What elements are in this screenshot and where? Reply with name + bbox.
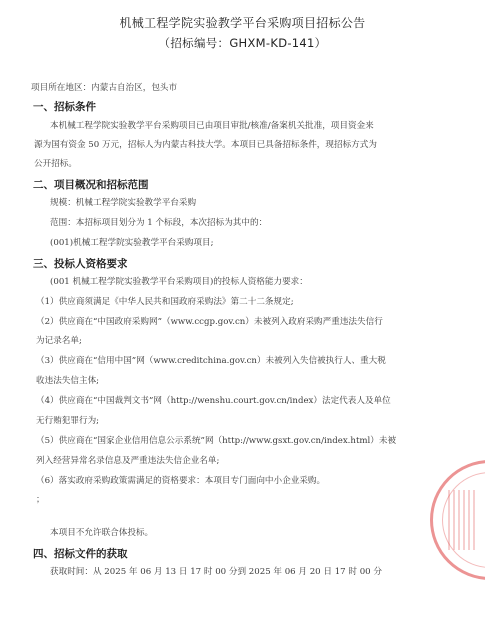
consortium-note: 本项目不允许联合体投标。 [50,528,154,538]
qualification-item: 为记录名单; [36,336,82,346]
section1-heading: 一、招标条件 [33,101,96,113]
tender-number: （招标编号：GHXM-KD-141） [158,36,327,50]
section1-line: 源为国有资金 50 万元，招标人为内蒙古科技大学。本项目已具备招标条件，现招标方式为 [34,140,377,150]
section2-heading: 二、项目概况和招标范围 [33,179,149,191]
section4-heading: 四、招标文件的获取 [33,548,128,560]
qualification-item: （4）供应商在“中国裁判文书”网（http://wenshu.court.gov.cn/index）法定代表人及单位 [36,396,391,406]
official-seal-marks [448,490,478,550]
project-location: 项目所在地区：内蒙古自治区，包头市 [31,83,178,93]
section3-heading: 三、投标人资格要求 [33,258,128,270]
section2-scope: 范围：本招标项目划分为 1 个标段，本次招标为其中的： [50,218,268,228]
qualification-item: （2）供应商在“中国政府采购网”（www.ccgp.gov.cn）未被列入政府采购严重违法失信行 [36,317,383,327]
section2-lot: (001)机械工程学院实验教学平台采购项目; [50,238,214,248]
section2-scale: 规模：机械工程学院实验教学平台采购 [50,198,197,208]
qualification-item: （3）供应商在“信用中国”网（www.creditchina.gov.cn）未被列入失信被执行人、重大税 [36,356,386,366]
section1-line: 本机械工程学院实验教学平台采购项目已由项目审批/核准/备案机关批准，项目资金来 [50,121,374,131]
acquisition-time: 获取时间：从 2025 年 06 月 13 日 17 时 00 分到 2025 年 06 月 20 日 17 时 00 分 [50,567,382,577]
qualification-item: 列入经营异常名录信息及严重违法失信企业名单; [36,456,220,466]
section3-intro: (001 机械工程学院实验教学平台采购项目)的投标人资格能力要求： [50,277,308,287]
section1-line: 公开招标。 [34,159,77,169]
qualification-item: 无行贿犯罪行为; [36,416,100,426]
qualification-item: （1）供应商须满足《中华人民共和国政府采购法》第二十二条规定; [36,297,294,307]
qualification-item: （6）落实政府采购政策需满足的资格要求：本项目专门面向中小企业采购。 [36,476,326,486]
document-title: 机械工程学院实验教学平台采购项目招标公告 [119,16,366,30]
qualification-item: ； [36,495,45,505]
qualification-item: 收违法失信主体; [36,376,100,386]
qualification-item: （5）供应商在“国家企业信用信息公示系统”网（http://www.gsxt.gov.cn/index.html）未被 [36,436,397,446]
